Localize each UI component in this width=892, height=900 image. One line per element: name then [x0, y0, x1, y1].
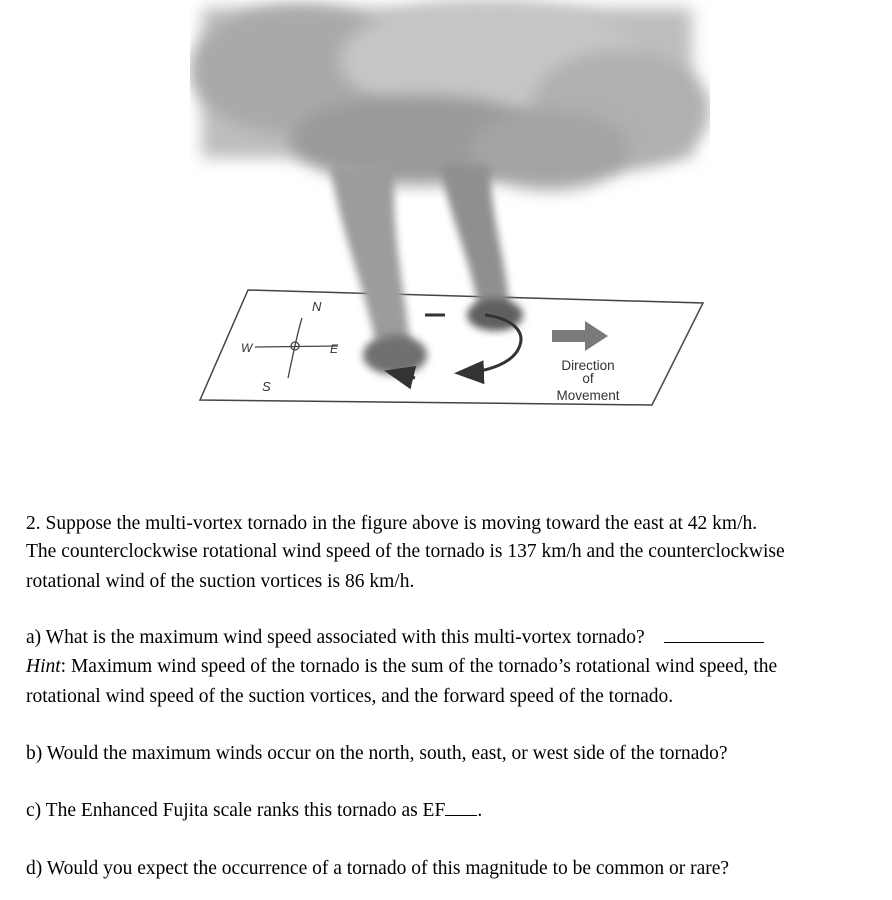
tornado-figure: [190, 0, 710, 420]
part-a-question: [26, 624, 764, 652]
part-b-question: b) Would the maximum winds occur on the north, south, east, or west side of the tornado?: [26, 743, 728, 764]
part-d-question: d) Would you expect the occurrence of a tornado of this magnitude to be common or rare?: [26, 858, 730, 879]
compass-north: N: [312, 299, 322, 314]
compass-east: E: [330, 342, 339, 356]
compass-west: W: [241, 341, 253, 355]
hint-label: Hint: [26, 656, 61, 677]
part-a-answer-blank[interactable]: [664, 624, 764, 643]
part-c-question: [26, 797, 482, 825]
part-c-period: .: [477, 800, 483, 821]
storm-cloud: [190, 0, 710, 190]
part-a-text: a) What is the maximum wind speed associated with this multi-vortex tornado?: [26, 627, 645, 648]
part-c-text: c) The Enhanced Fujita scale ranks this tornado as EF: [26, 800, 446, 821]
question-intro-line-2: The counterclockwise rotational wind speed of the tornado is 137 km/h and the counterclockwise: [26, 541, 785, 562]
hint-text-1: : Maximum wind speed of the tornado is the sum of the tornado’s rotational wind speed, the: [60, 656, 778, 677]
direction-label-line3: Movement: [556, 388, 620, 403]
part-a-hint-line-2: rotational wind speed of the suction vortices, and the forward speed of the tornado.: [26, 686, 674, 707]
question-intro-line-3: rotational wind of the suction vortices is 86 km/h.: [26, 571, 415, 592]
compass-south: S: [262, 379, 271, 394]
direction-label-line1: Direction: [561, 358, 615, 373]
question-number: 2.: [26, 513, 41, 534]
direction-label-line2: of: [582, 371, 594, 386]
part-a-hint-line-1: [26, 653, 777, 681]
question-intro-line-1: [26, 510, 757, 538]
part-c-answer-blank[interactable]: [445, 797, 477, 816]
ground-plane: [200, 290, 703, 405]
question-intro-text-1: Suppose the multi-vortex tornado in the figure above is moving toward the east at 42 km/h.: [45, 513, 758, 534]
